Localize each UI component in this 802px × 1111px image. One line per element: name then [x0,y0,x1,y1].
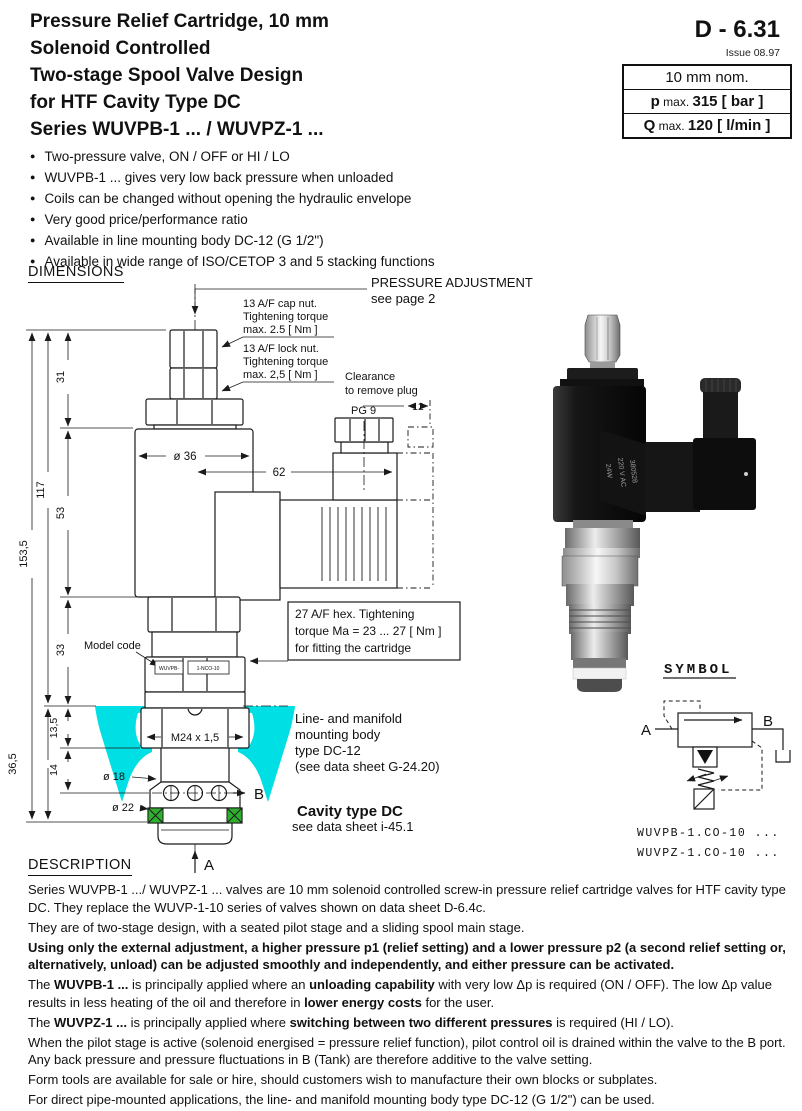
description-paragraph: Series WUVPB-1 .../ WUVPZ-1 ... valves are 10 mm solenoid controlled screw-in pressure relief cartridge valves for HTF cavity type DC. They replace the WUVP-1-10 series of valves shown on data sheet D-6.4c. [28,882,786,915]
spec-nominal: 10 mm nom. [665,69,749,86]
model-code-right: 1-NCO-10 [196,666,220,672]
dim-62: 62 [272,467,286,479]
issue-date: Issue 08.97 [725,47,780,59]
feature-item: ● Available in wide range of ISO/CETOP 3 and 5 stacking functions [30,254,435,269]
symbol-valve-box [678,713,752,747]
spec-flow: Q max. 120 [ l/min ] [624,113,790,137]
description-paragraph: The WUVPB-1 ... is principally applied where an unloading capability with very low Δp is required (ON / OFF). The low Δp value results in less heating of the oil and therefore in lower energy costs for the user. [28,977,772,1010]
dim-117: 117 [35,481,47,499]
lock-nut-note: 13 A/F lock nut. [243,343,319,355]
model-code-left: WUVPB- [159,666,179,672]
dim-dia22: ø 22 [112,802,135,814]
title-line-2: Solenoid Controlled [30,38,211,59]
doc-number: D - 6.31 [694,16,780,43]
description-paragraph: Form tools are available for sale or hire, should customers wish to manufacture their own blocks or subplates. [28,1072,658,1087]
mounting-note: Line- and manifold [295,711,402,726]
cap-nut-note: 13 A/F cap nut. [243,298,317,310]
bullet-icon: ● [30,151,36,161]
spec-pressure: p max. 315 [ bar ] [624,89,790,113]
svg-text:Tightening torque: Tightening torque [243,356,329,368]
svg-text:Tightening torque: Tightening torque [243,311,329,323]
svg-text:for fitting the cartridge: for fitting the cartridge [295,641,412,655]
cavity-title: Cavity type DC [297,803,403,820]
dim-31: 31 [55,370,67,384]
dim-14: 14 [48,764,60,776]
plug-clearance-outline [397,400,433,588]
bullet-icon: ● [30,235,36,245]
bullet-icon: ● [30,214,36,224]
dim-dia18: ø 18 [103,771,126,783]
dim-33: 33 [55,643,67,657]
description-paragraph: When the pilot stage is active (solenoid energised = pressure relief function), pilot control oil is drained within the valve to the B port. Any back pressure and pressure fluctuations in B (Tank) are therefore additive to the valve setting. [28,1034,786,1067]
dimension-chains [32,333,68,819]
symbol-code-2: WUVPZ-1.CO-10 ... [637,847,780,860]
title-line-4: for HTF Cavity Type DC [30,92,241,113]
dim-53: 53 [55,506,67,520]
dim-m24: M24 x 1,5 [170,732,220,744]
pg9-label: PG 9 [351,405,377,417]
feature-item: ● Two-pressure valve, ON / OFF or HI / LO [30,149,290,164]
feature-item: ● WUVPB-1 ... gives very low back pressure when unloaded [30,170,394,185]
description-body [28,881,788,1111]
svg-text:(see data sheet G-24.20): (see data sheet G-24.20) [295,759,440,774]
symbol-code-1: WUVPB-1.CO-10 ... [637,827,780,840]
symbol-tank [776,750,790,762]
description-paragraph: Using only the external adjustment, a higher pressure p1 (relief setting) and a lower pressure p2 (a second relief setting or, alternatively, unload) can be adjusted smoothly and independently, and either pressure can be activated. [28,939,786,972]
port-b-label: B [254,786,265,803]
svg-text:220 V AC: 220 V AC [616,457,627,488]
dim-36-5: 36,5 [7,753,19,775]
svg-text:max. 2.5 [ Nm ]: max. 2.5 [ Nm ] [243,324,318,336]
description-paragraph: The WUVPZ-1 ... is principally applied where switching between two different pressures is required (HI / LO). [28,1014,674,1030]
svg-text:torque Ma = 23 ... 27 [ Nm ]: torque Ma = 23 ... 27 [ Nm ] [295,624,442,638]
symbol-spring [698,769,714,789]
feature-item: ● Very good price/performance ratio [30,212,248,227]
title-line-1: Pressure Relief Cartridge, 10 mm [30,11,329,32]
product-photo [553,315,756,692]
pressure-adjustment-label: PRESSURE ADJUSTMENT [371,275,533,290]
dimensions-heading: DIMENSIONS [28,264,124,283]
feature-item: ● Available in line mounting body DC-12 (G 1/2") [30,233,324,248]
svg-text:mounting body: mounting body [295,727,381,742]
description-heading: DESCRIPTION [28,857,132,876]
bullet-icon: ● [30,193,36,203]
svg-text:type DC-12: type DC-12 [295,743,361,758]
feature-item: ● Coils can be changed without opening the hydraulic envelope [30,191,412,206]
title-line-5: Series WUVPB-1 ... / WUVPZ-1 ... [30,119,324,140]
svg-text:to remove plug: to remove plug [345,385,418,397]
svg-text:27 A/F hex. Tightening: 27 A/F hex. Tightening [295,607,415,621]
bullet-icon: ● [30,172,36,182]
symbol-drain-line [718,741,762,790]
symbol-port-b: B [763,713,774,730]
svg-text:see page 2: see page 2 [371,291,436,306]
symbol-heading: SYMBOL [664,662,733,678]
hydraulic-symbol [637,662,790,860]
dim-153-5: 153,5 [18,540,30,568]
description-paragraph: For direct pipe-mounted applications, the line- and manifold mounting body type DC-12 (G 1/2") can be used. [28,1092,655,1107]
port-a-label: A [204,857,215,874]
description-paragraph: They are of two-stage design, with a seated pilot stage and a sliding spool main stage. [28,919,525,935]
svg-text:24W: 24W [604,463,613,479]
svg-text:max. 2,5 [ Nm ]: max. 2,5 [ Nm ] [243,369,318,381]
dim-dia36: ø 36 [173,451,197,463]
model-code-label: Model code [84,640,141,652]
bullet-icon: ● [30,256,36,266]
cavity-subtitle: see data sheet i-45.1 [292,819,414,834]
symbol-port-a: A [641,722,652,739]
svg-text:380528: 380528 [628,459,638,484]
title-line-3: Two-stage Spool Valve Design [30,65,304,86]
dim-12: 12 [412,401,424,413]
dimension-drawing [7,275,533,874]
clearance-note: Clearance [345,371,396,383]
dim-13-5: 13,5 [48,717,60,739]
